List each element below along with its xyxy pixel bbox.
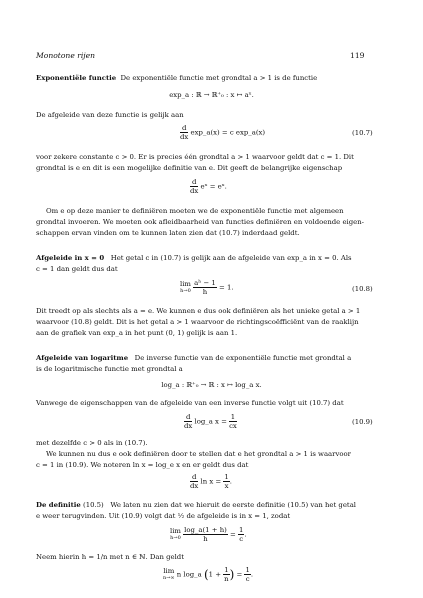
limit-operator: lim h→0: [180, 279, 191, 294]
afgeleide-line3: Dit treedt op als slechts als a = e. We kunnen e dus ook definiëren als het unieke getal a > 1: [36, 307, 361, 315]
log-line1: De inverse functie van de exponentiële functie met grondtal a: [134, 354, 352, 362]
expfunc-line4: grondtal is e en dit is een mogelijke definitie van e. Dit geeft de belangrijke eigenschap: [36, 164, 343, 172]
eq-e-body: eˣ = eˣ.: [200, 182, 227, 191]
equation-10-9: $\frac{d}{dx}$ log_a x = $\frac{1}{cx}$: [184, 413, 237, 430]
exp-definition: exp_a : ℝ → ℝ⁺₀ : x ↦ aˣ.: [169, 91, 254, 99]
limiet-heading: De definitie: [36, 501, 81, 509]
page-number: 119: [350, 51, 365, 60]
equation-label-10-9: (10.9): [352, 418, 373, 426]
expfunc-paragraph: [36, 73, 388, 84]
expfunc-line1: De exponentiële functie met grondtal a > 1 is de functie: [120, 74, 318, 82]
equation-10-8: lim h→0 $\frac{\text{aʰ − 1}}{h}$ = 1.: [180, 279, 234, 296]
expfunc-line2: De afgeleide van deze functie is gelijk aan: [36, 111, 184, 119]
eq107-body: exp_a(x) = c exp_a(x): [190, 128, 266, 137]
expfunc-heading: Exponentiële functie: [36, 74, 117, 82]
equation-e-derivative: [190, 178, 227, 195]
log-definition: log_a : ℝ⁺₀ → ℝ : x ↦ log_a x.: [161, 381, 262, 389]
expfunc-line3: voor zekere constante c > 0. Er is precies één grondtal a > 1 waarvoor geldt dat c = 1. Dit: [36, 153, 354, 161]
equation-ln-derivative: $\frac{d}{dx}$ ln x = $\frac{1}{x}$ .: [190, 473, 232, 490]
fraction-one-over-c: $\frac{1}{c}$: [245, 566, 250, 583]
afgeleide-line5: aan de grafiek van exp_a in het punt (0, 1) gelijk is aan 1.: [36, 329, 238, 337]
limiet-paragraph: [36, 500, 388, 511]
fraction-one-over-c: $\frac{1}{c}$: [239, 526, 244, 543]
log-line2: is de logaritmische functie met grondtal a: [36, 365, 183, 373]
log-line6: c = 1 in (10.9). We noteren ln x = log_e x en er geldt dus dat: [36, 461, 249, 469]
afgeleide-line4: waarvoor (10.8) geldt. Dit is het getal a > 1 waarvoor de richtingscoëfficiënt van de raaklijn: [36, 318, 359, 326]
fraction-one-over-x: $\frac{1}{x}$: [224, 473, 229, 490]
log-difference-quotient: $\frac{\log\_a(1 + h)}{h}$: [184, 526, 227, 543]
derivative-operator: $\frac{d}{dx}$: [180, 124, 189, 141]
afgeleide-line2: c = 1 dan geldt dus dat: [36, 265, 118, 273]
log-line3: Vanwege de eigenschappen van de afgeleide van een inverse functie volgt uit (10.7) dat: [36, 399, 344, 407]
fraction-one-over-n: $\frac{1}{n}$: [224, 566, 229, 583]
log-line4: met dezelfde c > 0 als in (10.7).: [36, 439, 148, 447]
derivative-operator: $\frac{d}{dx}$: [184, 413, 193, 430]
limiet-line1: We laten nu zien dat we hieruit de eerste definitie (10.5) van het getal: [110, 501, 357, 509]
equation-log-limit: lim h→0 $\frac{\log\_a(1 + h)}{h}$ = $\frac{1}{c}$ .: [170, 526, 247, 543]
log-line5: We kunnen nu dus e ook definiëren door te stellen dat e het grondtal a > 1 is waarvoor: [46, 450, 351, 458]
limit-operator: lim n→∞: [163, 566, 175, 581]
equation-10-7: [180, 124, 265, 141]
afgeleide-paragraph: [36, 253, 388, 264]
limiet-heading-ref: (10.5): [83, 501, 104, 509]
expfunc-para1: Om e op deze manier te definiëren moeten we de exponentiële functie met algemeen: [46, 207, 344, 215]
afgeleide-line1: Het getal c in (10.7) is gelijk aan de afgeleide van exp_a in x = 0. Als: [110, 254, 352, 262]
log-heading: Afgeleide van logaritme: [36, 354, 129, 362]
equation-label-10-7: (10.7): [352, 129, 373, 137]
limiet-line3: Neem hierin h = 1/n met n ∈ ℕ. Dan geldt: [36, 553, 184, 561]
derivative-operator: $\frac{d}{dx}$: [190, 473, 199, 490]
running-header-title: Monotone rijen: [36, 51, 96, 60]
limiet-line2: e weer terugvinden. Uit (10.9) volgt dat ½ de afgeleide is in x = 1, zodat: [36, 512, 291, 520]
expfunc-para3: schappen ervan vinden om te kunnen laten zien dat (10.7) inderdaad geldt.: [36, 229, 300, 237]
equation-label-10-8: (10.8): [352, 285, 373, 293]
afgeleide-heading: Afgeleide in x = 0: [36, 254, 105, 262]
fraction-one-over-cx: $\frac{1}{cx}$: [229, 413, 237, 430]
difference-quotient: $\frac{\text{aʰ − 1}}{h}$: [194, 279, 216, 296]
equation-n-limit: lim n→∞ n log_a (1 + $\frac{1}{n}$ ) = $\frac{1}{c}$ .: [163, 566, 254, 583]
limit-operator: lim h→0: [170, 526, 181, 541]
derivative-operator: $\frac{d}{dx}$: [190, 178, 199, 195]
log-paragraph: [36, 353, 388, 364]
expfunc-para2: grondtal invoeren. We moeten ook afleidbaarheid van functies definiëren en voldoende eigen-: [36, 218, 364, 226]
